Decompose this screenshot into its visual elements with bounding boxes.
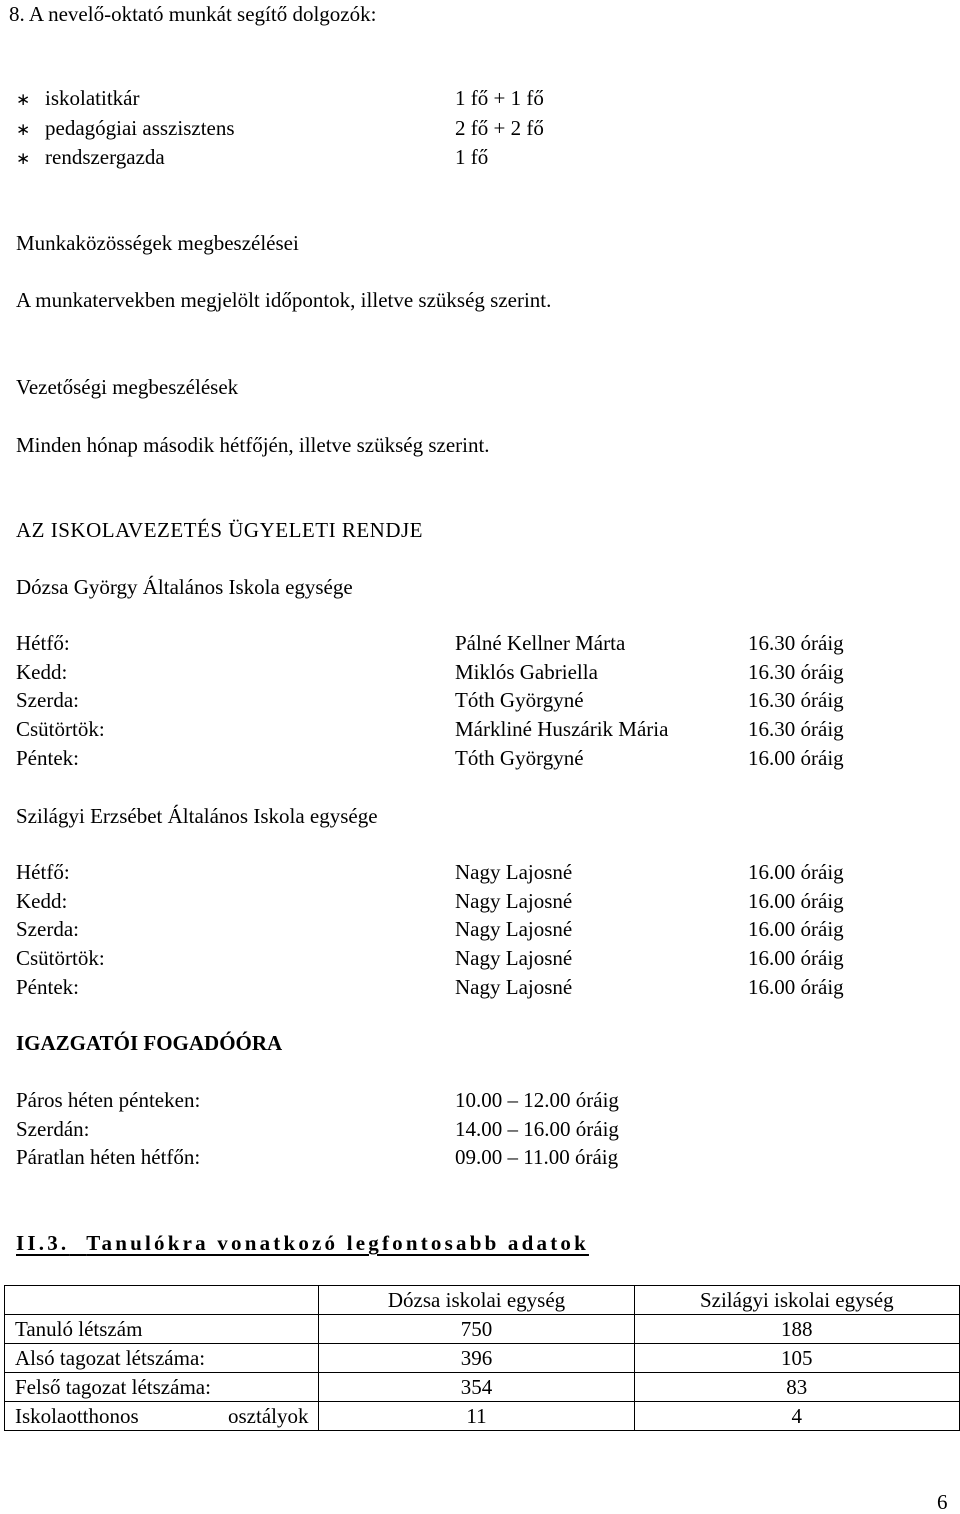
section-title: Tanulókra vonatkozó legfontosabb adatok — [86, 1231, 589, 1255]
office-hours-when: Páros héten pénteken: — [16, 1088, 201, 1112]
duty-day: Szerda: — [16, 917, 79, 941]
duty-time: 16.30 óráig — [748, 717, 844, 741]
section-heading: 8. A nevelő-oktató munkát segítő dolgozók: — [9, 2, 377, 26]
duty-name: Nagy Lajosné — [455, 917, 573, 941]
section-number: II.3. — [16, 1231, 70, 1255]
szilagyi-value: 4 — [634, 1402, 959, 1431]
szilagyi-value: 83 — [634, 1373, 959, 1402]
dozsa-value: 354 — [319, 1373, 634, 1402]
duty-name: Nagy Lajosné — [455, 860, 573, 884]
subsection-title: Munkaközösségek megbeszélései — [16, 231, 299, 255]
row-label-part: osztályok — [228, 1403, 309, 1428]
office-hours-time: 14.00 – 16.00 óráig — [455, 1117, 619, 1141]
student-data-table — [4, 1285, 960, 1431]
duty-time: 16.00 óráig — [748, 889, 844, 913]
duty-time: 16.00 óráig — [748, 975, 844, 999]
row-label-part: Iskolaotthonos — [15, 1403, 139, 1428]
duty-name: Miklós Gabriella — [455, 660, 598, 684]
dozsa-value: 750 — [319, 1315, 634, 1344]
row-label: Alsó tagozat létszáma: — [5, 1344, 319, 1373]
section-title: IGAZGATÓI FOGADÓÓRA — [16, 1031, 283, 1055]
duty-day: Csütörtök: — [16, 946, 105, 970]
paragraph: A munkatervekben megjelölt időpontok, illetve szükség szerint. — [16, 288, 552, 312]
table-row — [5, 1373, 960, 1402]
duty-time: 16.30 óráig — [748, 660, 844, 684]
duty-time: 16.00 óráig — [748, 860, 844, 884]
duty-name: Nagy Lajosné — [455, 975, 573, 999]
duty-name: Nagy Lajosné — [455, 946, 573, 970]
dozsa-value: 396 — [319, 1344, 634, 1373]
duty-day: Kedd: — [16, 889, 68, 913]
dozsa-value: 11 — [319, 1402, 634, 1431]
unit-title: Dózsa György Általános Iskola egysége — [16, 575, 353, 599]
bullet-icon: ∗ — [16, 149, 31, 169]
section-ii3-heading — [16, 1233, 589, 1254]
table-row — [5, 1402, 960, 1431]
table-header-cell: Dózsa iskolai egység — [319, 1286, 634, 1315]
duty-name: Márkliné Huszárik Mária — [455, 717, 669, 741]
page-number: 6 — [937, 1490, 948, 1514]
duty-day: Péntek: — [16, 975, 79, 999]
staff-count: 2 fő + 2 fő — [455, 116, 544, 140]
duty-day: Péntek: — [16, 746, 79, 770]
duty-day: Csütörtök: — [16, 717, 105, 741]
staff-role: pedagógiai asszisztens — [45, 116, 235, 140]
staff-role: rendszergazda — [45, 145, 165, 169]
staff-role: iskolatitkár — [45, 86, 140, 110]
section-title: AZ ISKOLAVEZETÉS ÜGYELETI RENDJE — [16, 518, 423, 542]
table-header-cell — [5, 1286, 319, 1315]
bullet-icon: ∗ — [16, 120, 31, 140]
row-label — [5, 1402, 319, 1431]
table-header-row — [5, 1286, 960, 1315]
office-hours-when: Páratlan héten hétfőn: — [16, 1145, 201, 1169]
staff-count: 1 fő + 1 fő — [455, 86, 544, 110]
duty-name: Tóth Györgyné — [455, 746, 584, 770]
row-label: Felső tagozat létszáma: — [5, 1373, 319, 1402]
duty-day: Szerda: — [16, 688, 79, 712]
table-row — [5, 1315, 960, 1344]
duty-name: Tóth Györgyné — [455, 688, 584, 712]
duty-day: Kedd: — [16, 660, 68, 684]
subsection-title: Vezetőségi megbeszélések — [16, 375, 239, 399]
duty-day: Hétfő: — [16, 631, 70, 655]
duty-name: Nagy Lajosné — [455, 889, 573, 913]
duty-time: 16.00 óráig — [748, 946, 844, 970]
duty-time: 16.30 óráig — [748, 631, 844, 655]
duty-time: 16.30 óráig — [748, 688, 844, 712]
office-hours-time: 10.00 – 12.00 óráig — [455, 1088, 619, 1112]
duty-day: Hétfő: — [16, 860, 70, 884]
row-label: Tanuló létszám — [5, 1315, 319, 1344]
table-header-cell: Szilágyi iskolai egység — [634, 1286, 959, 1315]
unit-title: Szilágyi Erzsébet Általános Iskola egysége — [16, 804, 378, 828]
szilagyi-value: 188 — [634, 1315, 959, 1344]
duty-name: Pálné Kellner Márta — [455, 631, 626, 655]
office-hours-time: 09.00 – 11.00 óráig — [455, 1145, 619, 1169]
office-hours-when: Szerdán: — [16, 1117, 90, 1141]
szilagyi-value: 105 — [634, 1344, 959, 1373]
table-row — [5, 1344, 960, 1373]
staff-count: 1 fő — [455, 145, 489, 169]
duty-time: 16.00 óráig — [748, 746, 844, 770]
paragraph: Minden hónap második hétfőjén, illetve szükség szerint. — [16, 433, 490, 457]
bullet-icon: ∗ — [16, 90, 31, 110]
duty-time: 16.00 óráig — [748, 917, 844, 941]
